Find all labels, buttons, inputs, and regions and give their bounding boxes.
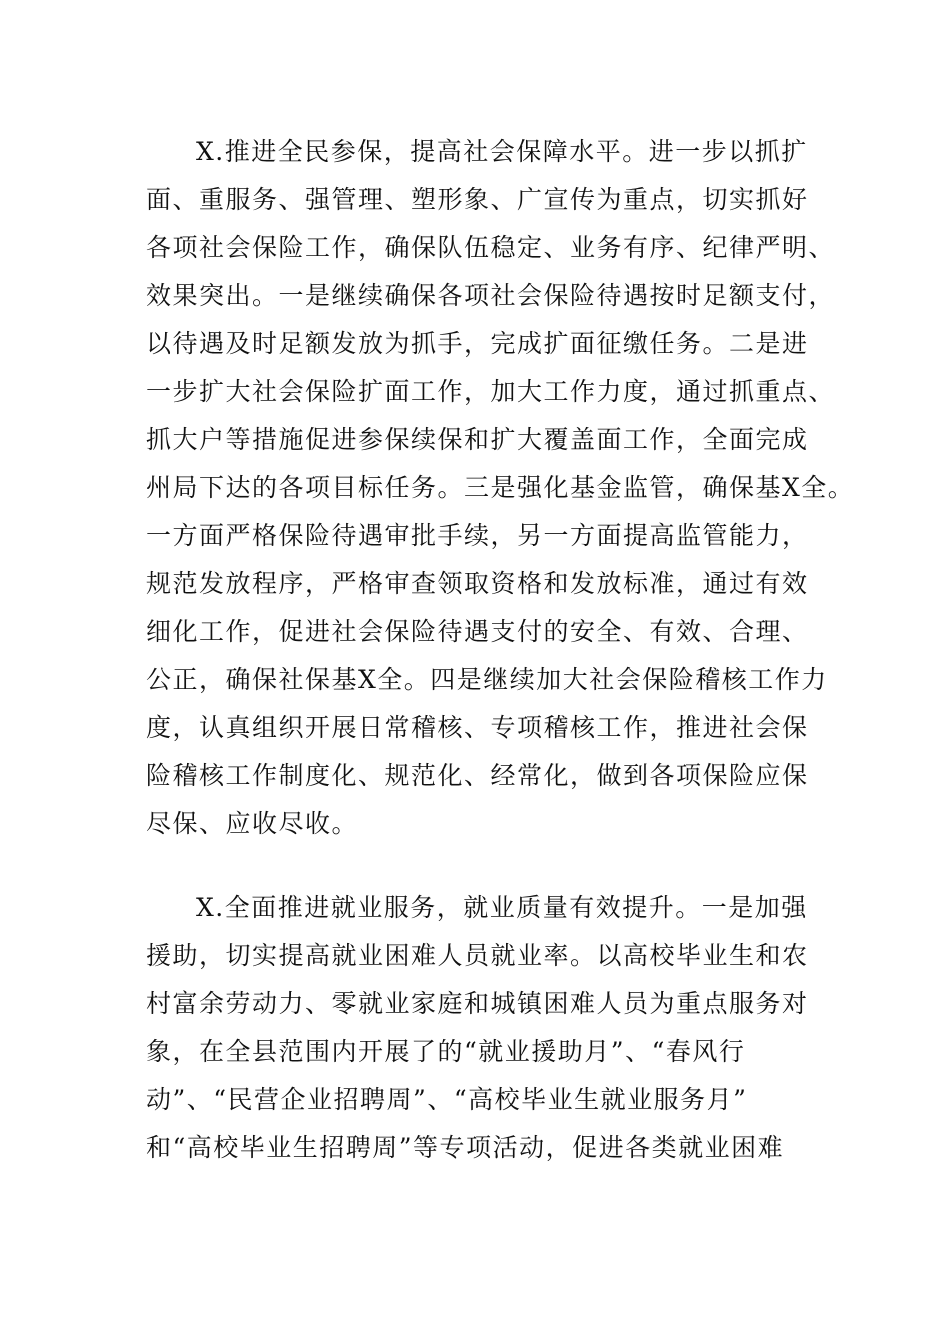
text-line: X.全面推进就业服务，就业质量有效提升。一是加强 bbox=[196, 893, 808, 922]
text-line: 规范发放程序，严格审查领取资格和发放标准，通过有效 bbox=[146, 569, 809, 598]
text-line: 各项社会保险工作，确保队伍稳定、业务有序、纪律严明、 bbox=[146, 233, 836, 262]
text-line: 一步扩大社会保险扩面工作，加大工作力度，通过抓重点、 bbox=[146, 377, 836, 406]
text-line: 度，认真组织开展日常稽核、专项稽核工作，推进社会保 bbox=[146, 713, 809, 742]
text-line: 尽保、应收尽收。 bbox=[146, 809, 359, 838]
text-line: 动”、“民营企业招聘周”、“高校毕业生就业服务月” bbox=[146, 1085, 748, 1114]
text-line: 一方面严格保险待遇审批手续，另一方面提高监管能力， bbox=[146, 521, 809, 550]
text-line: 象，在全县范围内开展了的“就业援助月”、“春风行 bbox=[146, 1037, 746, 1066]
text-line: 村富余劳动力、零就业家庭和城镇困难人员为重点服务对 bbox=[146, 989, 809, 1018]
text-line: 以待遇及时足额发放为抓手，完成扩面征缴任务。二是进 bbox=[146, 329, 809, 358]
text-line: 抓大户等措施促进参保续保和扩大覆盖面工作，全面完成 bbox=[146, 425, 809, 454]
text-line: 险稽核工作制度化、规范化、经常化，做到各项保险应保 bbox=[146, 761, 809, 790]
text-line: 公正，确保社保基X全。四是继续加大社会保险稽核工作力 bbox=[146, 665, 828, 694]
text-line: 细化工作，促进社会保险待遇支付的安全、有效、合理、 bbox=[146, 617, 809, 646]
text-line: 州局下达的各项目标任务。三是强化基金监管，确保基X全。 bbox=[146, 473, 855, 502]
text-line: 和“高校毕业生招聘周”等专项活动，促进各类就业困难 bbox=[146, 1133, 785, 1162]
text-line: X.推进全民参保，提高社会保障水平。进一步以抓扩 bbox=[196, 137, 808, 166]
text-line: 效果突出。一是继续确保各项社会保险待遇按时足额支付， bbox=[146, 281, 836, 310]
text-line: 援助，切实提高就业困难人员就业率。以高校毕业生和农 bbox=[146, 941, 809, 970]
text-line: 面、重服务、强管理、塑形象、广宣传为重点，切实抓好 bbox=[146, 185, 809, 214]
